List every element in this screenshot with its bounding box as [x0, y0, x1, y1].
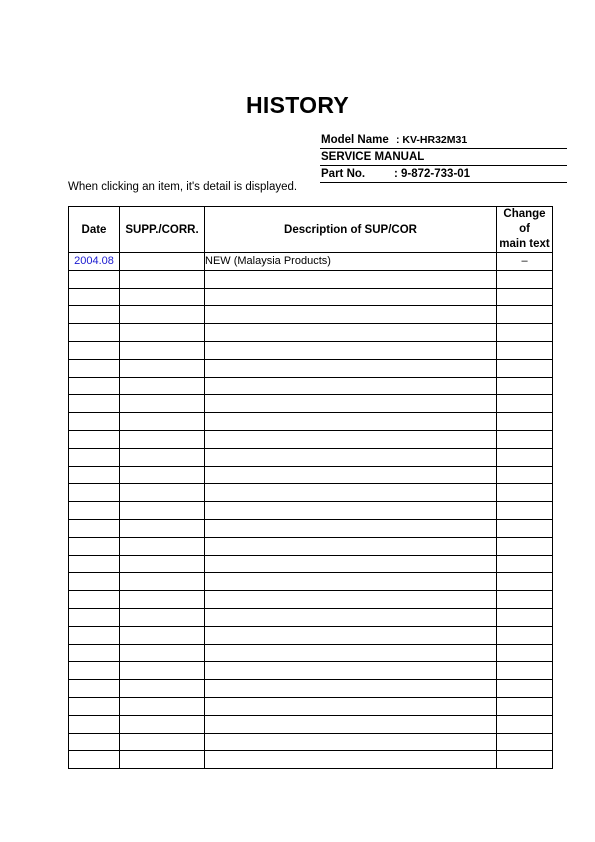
- header-date: Date: [69, 207, 120, 253]
- date-cell: [69, 359, 120, 377]
- change-cell: [497, 537, 553, 555]
- description-cell: [205, 555, 497, 573]
- date-cell: [69, 448, 120, 466]
- change-cell: –: [497, 253, 553, 271]
- supp-corr-cell: [120, 341, 205, 359]
- manual-info-block: [320, 133, 567, 184]
- date-cell: [69, 608, 120, 626]
- description-cell: [205, 395, 497, 413]
- date-cell: [69, 377, 120, 395]
- header-supp-corr: SUPP./CORR.: [120, 207, 205, 253]
- supp-corr-cell: [120, 591, 205, 609]
- change-cell: [497, 395, 553, 413]
- supp-corr-cell: [120, 448, 205, 466]
- change-cell: [497, 466, 553, 484]
- table-row: [69, 484, 553, 502]
- table-row: [69, 697, 553, 715]
- model-name-label: Model Name: [321, 134, 389, 146]
- change-cell: [497, 697, 553, 715]
- description-cell: [205, 591, 497, 609]
- change-cell: [497, 502, 553, 520]
- header-description: Description of SUP/COR: [205, 207, 497, 253]
- change-cell: [497, 413, 553, 431]
- date-cell: [69, 341, 120, 359]
- table-row: [69, 253, 553, 271]
- service-manual-label: SERVICE MANUAL: [321, 151, 425, 163]
- date-cell: [69, 751, 120, 769]
- change-cell: [497, 341, 553, 359]
- date-cell: [69, 697, 120, 715]
- change-cell: [497, 608, 553, 626]
- description-cell: [205, 733, 497, 751]
- table-row: [69, 644, 553, 662]
- change-cell: [497, 377, 553, 395]
- description-cell: [205, 519, 497, 537]
- supp-corr-cell: [120, 608, 205, 626]
- change-cell: [497, 270, 553, 288]
- supp-corr-cell: [120, 573, 205, 591]
- supp-corr-cell: [120, 733, 205, 751]
- table-row: [69, 751, 553, 769]
- table-row: [69, 359, 553, 377]
- header-change-line-2: main text: [499, 238, 550, 250]
- change-cell: [497, 680, 553, 698]
- table-row: [69, 466, 553, 484]
- date-cell: [69, 466, 120, 484]
- date-cell[interactable]: 2004.08: [69, 253, 120, 271]
- date-cell: [69, 644, 120, 662]
- supp-corr-cell: [120, 644, 205, 662]
- supp-corr-cell: [120, 519, 205, 537]
- supp-corr-cell: [120, 715, 205, 733]
- supp-corr-cell: [120, 253, 205, 271]
- date-cell: [69, 519, 120, 537]
- service-manual-row: [320, 150, 567, 166]
- description-cell: [205, 537, 497, 555]
- supp-corr-cell: [120, 502, 205, 520]
- table-row: [69, 288, 553, 306]
- date-cell: [69, 680, 120, 698]
- date-cell: [69, 626, 120, 644]
- table-row: [69, 430, 553, 448]
- date-cell: [69, 502, 120, 520]
- description-cell: [205, 573, 497, 591]
- date-cell: [69, 324, 120, 342]
- description-cell: [205, 680, 497, 698]
- date-cell: [69, 395, 120, 413]
- table-row: [69, 324, 553, 342]
- supp-corr-cell: [120, 270, 205, 288]
- date-cell: [69, 430, 120, 448]
- change-cell: [497, 324, 553, 342]
- change-cell: [497, 626, 553, 644]
- supp-corr-cell: [120, 662, 205, 680]
- table-row: [69, 377, 553, 395]
- change-cell: [497, 306, 553, 324]
- change-cell: [497, 430, 553, 448]
- table-row: [69, 662, 553, 680]
- table-row: [69, 555, 553, 573]
- table-row: [69, 626, 553, 644]
- table-header-row: [69, 207, 553, 253]
- description-cell: [205, 608, 497, 626]
- table-row: [69, 680, 553, 698]
- supp-corr-cell: [120, 626, 205, 644]
- supp-corr-cell: [120, 413, 205, 431]
- change-cell: [497, 662, 553, 680]
- change-cell: [497, 715, 553, 733]
- page-title: HISTORY: [245, 92, 350, 118]
- description-cell: [205, 751, 497, 769]
- supp-corr-cell: [120, 359, 205, 377]
- change-cell: [497, 644, 553, 662]
- description-cell: [205, 377, 497, 395]
- description-cell: [205, 288, 497, 306]
- change-cell: [497, 591, 553, 609]
- table-row: [69, 502, 553, 520]
- supp-corr-cell: [120, 697, 205, 715]
- model-name-value: : KV-HR32M31: [396, 134, 468, 146]
- table-row: [69, 573, 553, 591]
- change-cell: [497, 733, 553, 751]
- supp-corr-cell: [120, 680, 205, 698]
- description-cell: [205, 626, 497, 644]
- part-no-label: Part No.: [321, 168, 366, 180]
- date-cell: [69, 270, 120, 288]
- table-row: [69, 413, 553, 431]
- description-cell: [205, 413, 497, 431]
- table-row: [69, 270, 553, 288]
- date-cell: [69, 555, 120, 573]
- change-cell: [497, 448, 553, 466]
- change-cell: [497, 555, 553, 573]
- description-cell: [205, 430, 497, 448]
- change-cell: [497, 519, 553, 537]
- description-cell: [205, 306, 497, 324]
- description-cell: [205, 466, 497, 484]
- date-cell: [69, 715, 120, 733]
- supp-corr-cell: [120, 484, 205, 502]
- date-cell: [69, 537, 120, 555]
- table-row: [69, 733, 553, 751]
- part-no-value: : 9-872-733-01: [394, 168, 471, 180]
- table-row: [69, 306, 553, 324]
- table-row: [69, 519, 553, 537]
- header-change-line-1: Change of: [503, 208, 546, 235]
- table-row: [69, 395, 553, 413]
- supp-corr-cell: [120, 537, 205, 555]
- table-row: [69, 448, 553, 466]
- description-cell: [205, 662, 497, 680]
- date-cell: [69, 573, 120, 591]
- description-cell: NEW (Malaysia Products): [205, 253, 497, 271]
- history-table: [68, 206, 553, 769]
- instruction-note: When clicking an item, it's detail is displayed.: [68, 181, 298, 193]
- table-row: [69, 341, 553, 359]
- date-cell: [69, 306, 120, 324]
- table-row: [69, 537, 553, 555]
- part-no-row: [320, 167, 567, 183]
- date-cell: [69, 288, 120, 306]
- table-row: [69, 591, 553, 609]
- description-cell: [205, 484, 497, 502]
- description-cell: [205, 324, 497, 342]
- description-cell: [205, 359, 497, 377]
- model-name-row: [320, 133, 567, 149]
- table-row: [69, 715, 553, 733]
- change-cell: [497, 751, 553, 769]
- description-cell: [205, 270, 497, 288]
- description-cell: [205, 341, 497, 359]
- supp-corr-cell: [120, 395, 205, 413]
- change-cell: [497, 359, 553, 377]
- supp-corr-cell: [120, 288, 205, 306]
- supp-corr-cell: [120, 555, 205, 573]
- supp-corr-cell: [120, 324, 205, 342]
- date-cell: [69, 662, 120, 680]
- change-cell: [497, 288, 553, 306]
- supp-corr-cell: [120, 751, 205, 769]
- supp-corr-cell: [120, 430, 205, 448]
- date-cell: [69, 484, 120, 502]
- description-cell: [205, 697, 497, 715]
- supp-corr-cell: [120, 377, 205, 395]
- supp-corr-cell: [120, 306, 205, 324]
- change-cell: [497, 484, 553, 502]
- description-cell: [205, 502, 497, 520]
- description-cell: [205, 448, 497, 466]
- change-cell: [497, 573, 553, 591]
- date-cell: [69, 413, 120, 431]
- description-cell: [205, 715, 497, 733]
- header-change-of-main-text: [497, 207, 553, 253]
- supp-corr-cell: [120, 466, 205, 484]
- description-cell: [205, 644, 497, 662]
- date-cell: [69, 733, 120, 751]
- table-row: [69, 608, 553, 626]
- date-cell: [69, 591, 120, 609]
